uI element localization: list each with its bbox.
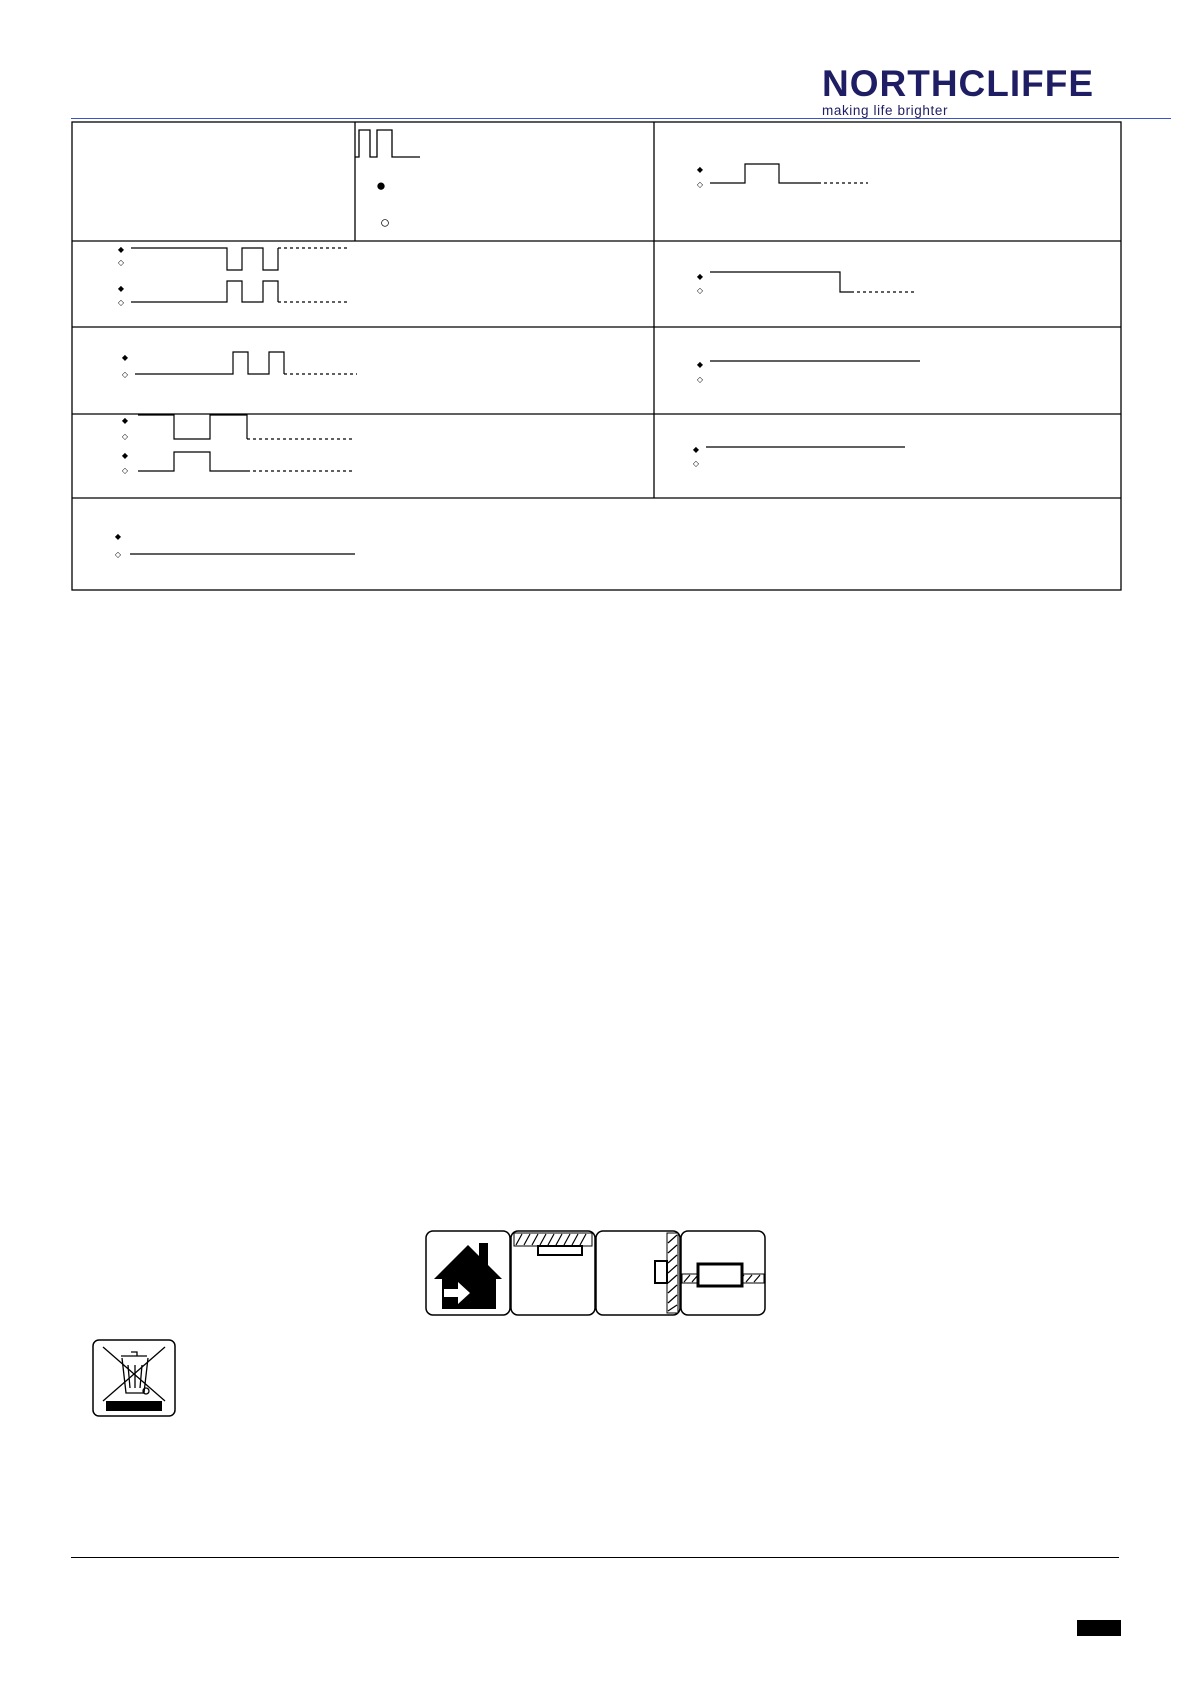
marker-off: ◇ [696, 286, 704, 295]
marker-on: ◆ [696, 272, 704, 281]
marker-on: ◆ [121, 451, 129, 460]
brand-tagline: making life brighter [822, 103, 949, 118]
footer-rule [71, 1557, 1119, 1558]
pulse-key-icon [355, 130, 420, 157]
waveform-double-pulse [131, 248, 278, 270]
flash-pattern-table [0, 0, 1192, 600]
table-border [72, 122, 1121, 590]
key-on-symbol: ● [375, 176, 387, 195]
waveform-single-pulse [710, 164, 818, 183]
waveform-step-off [710, 272, 851, 292]
ceiling-mount-icon [511, 1231, 595, 1315]
marker-off: ◇ [121, 466, 129, 475]
waveform-slow-pulse-inverse [138, 452, 247, 471]
marker-on: ◆ [696, 360, 704, 369]
marker-on: ◆ [114, 532, 122, 541]
marker-off: ◇ [114, 550, 122, 559]
marker-on: ◆ [121, 353, 129, 362]
legend-key [355, 130, 420, 157]
page-number-tab [1077, 1620, 1121, 1636]
wall-mount-icon [596, 1231, 680, 1315]
installation-icons [424, 1229, 768, 1317]
waveform-slow-pulse [138, 415, 247, 439]
indoor-use-icon [426, 1231, 510, 1315]
waveform-double-pulse-inverse [131, 281, 278, 302]
marker-on: ◆ [117, 245, 125, 254]
marker-off: ◇ [696, 375, 704, 384]
marker-off: ◇ [117, 298, 125, 307]
waveform-double-pulse [135, 352, 284, 374]
through-wall-mount-icon [681, 1231, 765, 1315]
marker-on: ◆ [121, 416, 129, 425]
marker-on: ◆ [696, 165, 704, 174]
marker-off: ◇ [117, 258, 125, 267]
marker-off: ◇ [696, 180, 704, 189]
marker-off: ◇ [121, 370, 129, 379]
brand-name: NORTHCLIFFE [822, 63, 1095, 104]
marker-on: ◆ [117, 284, 125, 293]
marker-on: ◆ [692, 445, 700, 454]
key-off-symbol: ○ [379, 213, 391, 232]
marker-off: ◇ [692, 459, 700, 468]
marker-off: ◇ [121, 432, 129, 441]
weee-crossed-bin-icon [91, 1338, 177, 1418]
